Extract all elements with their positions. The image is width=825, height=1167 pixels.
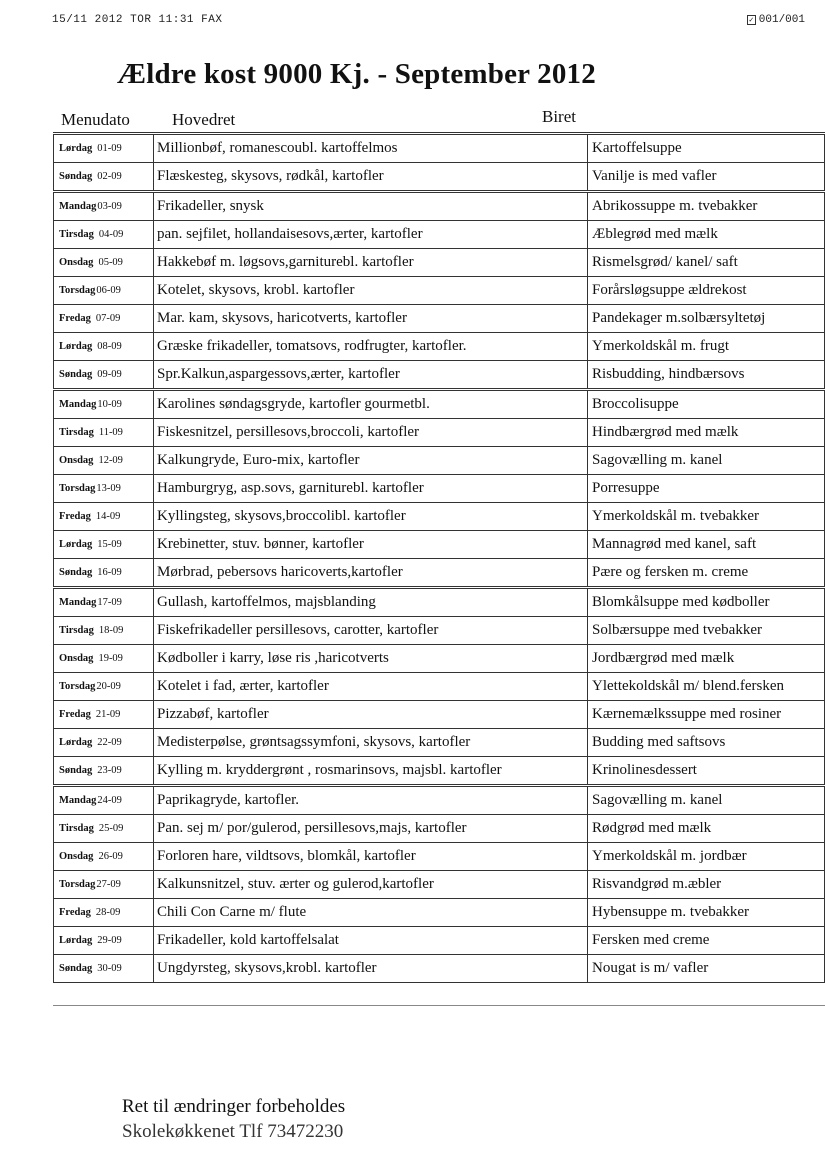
menu-date-cell — [54, 815, 154, 843]
menu-side-dish: Rismelsgrød/ kanel/ saft — [588, 249, 825, 277]
menu-main-course: Karolines søndagsgryde, kartofler gourmetbl. — [154, 390, 588, 419]
menu-date-cell — [54, 757, 154, 786]
menu-main-course: Forloren hare, vildtsovs, blomkål, kartofler — [154, 843, 588, 871]
menu-row — [54, 447, 825, 475]
menu-main-course: Kalkunsnitzel, stuv. ærter og gulerod,kartofler — [154, 871, 588, 899]
menu-side-dish: Sagovælling m. kanel — [588, 447, 825, 475]
menu-date-cell — [54, 673, 154, 701]
menu-side-dish: Sagovælling m. kanel — [588, 786, 825, 815]
menu-date-cell — [54, 899, 154, 927]
menu-side-dish: Mannagrød med kanel, saft — [588, 531, 825, 559]
menu-side-dish: Porresuppe — [588, 475, 825, 503]
footer-cut-text: Skolekøkkenet Tlf 73472230 — [122, 1121, 344, 1142]
menu-side-dish: Krinolinesdessert — [588, 757, 825, 786]
menu-date-cell — [54, 645, 154, 673]
menu-day: Mandag — [59, 399, 97, 410]
menu-date: 13-09 — [96, 483, 121, 494]
menu-day: Onsdag — [59, 257, 94, 268]
fax-timestamp: 15/11 2012 TOR 11:31 FAX — [52, 14, 223, 26]
menu-side-dish: Nougat is m/ vafler — [588, 955, 825, 983]
menu-day: Onsdag — [59, 653, 94, 664]
menu-day: Mandag — [59, 795, 97, 806]
menu-row — [54, 390, 825, 419]
menu-day: Søndag — [59, 567, 93, 578]
menu-main-course: Fiskefrikadeller persillesovs, carotter, kartofler — [154, 617, 588, 645]
menu-main-course: Paprikagryde, kartofler. — [154, 786, 588, 815]
menu-row — [54, 419, 825, 447]
menu-date: 27-09 — [96, 879, 121, 890]
menu-row — [54, 333, 825, 361]
menu-date-cell — [54, 305, 154, 333]
menu-row — [54, 221, 825, 249]
menu-date: 26-09 — [98, 851, 123, 862]
menu-date: 25-09 — [98, 823, 124, 834]
menu-side-dish: Hybensuppe m. tvebakker — [588, 899, 825, 927]
menu-main-course: Mørbrad, pebersovs haricoverts,kartofler — [154, 559, 588, 588]
menu-main-course: pan. sejfilet, hollandaisesovs,ærter, kartofler — [154, 221, 588, 249]
menu-date-cell — [54, 531, 154, 559]
menu-day: Torsdag — [59, 483, 96, 494]
menu-row — [54, 729, 825, 757]
menu-side-dish: Pandekager m.solbærsyltetøj — [588, 305, 825, 333]
menu-main-course: Chili Con Carne m/ flute — [154, 899, 588, 927]
menu-main-course: Krebinetter, stuv. bønner, kartofler — [154, 531, 588, 559]
page-title: Ældre kost 9000 Kj. - September 2012 — [117, 58, 596, 90]
menu-date: 07-09 — [95, 313, 121, 324]
menu-date: 12-09 — [98, 455, 123, 466]
fax-header — [52, 14, 825, 30]
menu-row — [54, 955, 825, 983]
menu-row — [54, 617, 825, 645]
menu-row — [54, 305, 825, 333]
menu-date: 15-09 — [97, 539, 122, 550]
fax-page-counter — [747, 14, 805, 26]
menu-side-dish: Rødgrød med mælk — [588, 815, 825, 843]
menu-date-cell — [54, 249, 154, 277]
menu-date-cell — [54, 701, 154, 729]
menu-row — [54, 673, 825, 701]
menu-day: Tirsdag — [59, 229, 94, 240]
menu-day: Tirsdag — [59, 427, 94, 438]
menu-day: Søndag — [59, 369, 93, 380]
menu-day: Onsdag — [59, 851, 94, 862]
menu-day: Lørdag — [59, 935, 93, 946]
menu-main-course: Pan. sej m/ por/gulerod, persillesovs,majs, kartofler — [154, 815, 588, 843]
column-header-main-course: Hovedret — [172, 110, 236, 129]
menu-row — [54, 559, 825, 588]
menu-date-cell — [54, 617, 154, 645]
menu-side-dish: Pære og fersken m. creme — [588, 559, 825, 588]
menu-date: 16-09 — [97, 567, 122, 578]
menu-side-dish: Ymerkoldskål m. jordbær — [588, 843, 825, 871]
menu-side-dish: Abrikossuppe m. tvebakker — [588, 192, 825, 221]
menu-date-cell — [54, 559, 154, 588]
menu-main-course: Kyllingsteg, skysovs,broccolibl. kartofler — [154, 503, 588, 531]
menu-side-dish: Æblegrød med mælk — [588, 221, 825, 249]
menu-date: 08-09 — [97, 341, 122, 352]
menu-date-cell — [54, 277, 154, 305]
menu-main-course: Kotelet, skysovs, krobl. kartofler — [154, 277, 588, 305]
menu-date-cell — [54, 955, 154, 983]
table-bottom-line — [53, 1005, 825, 1006]
menu-day: Fredag — [59, 511, 91, 522]
menu-main-course: Hakkebøf m. løgsovs,garniturebl. kartofler — [154, 249, 588, 277]
menu-date: 14-09 — [95, 511, 121, 522]
menu-day: Tirsdag — [59, 823, 94, 834]
menu-main-course: Pizzabøf, kartofler — [154, 701, 588, 729]
menu-row — [54, 475, 825, 503]
menu-date: 17-09 — [97, 597, 122, 608]
menu-date: 06-09 — [96, 285, 121, 296]
menu-date-cell — [54, 221, 154, 249]
menu-main-course: Kalkungryde, Euro-mix, kartofler — [154, 447, 588, 475]
menu-side-dish: Vanilje is med vafler — [588, 163, 825, 192]
menu-date-cell — [54, 871, 154, 899]
menu-side-dish: Ymerkoldskål m. frugt — [588, 333, 825, 361]
menu-row — [54, 757, 825, 786]
menu-date: 21-09 — [95, 709, 121, 720]
menu-row — [54, 249, 825, 277]
menu-date: 29-09 — [97, 935, 122, 946]
menu-date-cell — [54, 475, 154, 503]
menu-row — [54, 134, 825, 163]
menu-date-cell — [54, 333, 154, 361]
menu-date-cell — [54, 361, 154, 390]
menu-side-dish: Kærnemælkssuppe med rosiner — [588, 701, 825, 729]
menu-date: 30-09 — [97, 963, 122, 974]
menu-main-course: Ungdyrsteg, skysovs,krobl. kartofler — [154, 955, 588, 983]
menu-day: Torsdag — [59, 681, 96, 692]
menu-row — [54, 503, 825, 531]
column-header-date: Menudato — [61, 110, 130, 129]
menu-day: Fredag — [59, 907, 91, 918]
menu-day: Torsdag — [59, 879, 96, 890]
menu-day: Onsdag — [59, 455, 94, 466]
footer-note: Ret til ændringer forbeholdes — [122, 1096, 346, 1117]
menu-date: 03-09 — [97, 201, 122, 212]
menu-side-dish: Budding med saftsovs — [588, 729, 825, 757]
menu-side-dish: Broccolisuppe — [588, 390, 825, 419]
menu-row — [54, 588, 825, 617]
menu-date-cell — [54, 927, 154, 955]
menu-main-course: Hamburgryg, asp.sovs, garniturebl. kartofler — [154, 475, 588, 503]
menu-main-course: Gullash, kartoffelmos, majsblanding — [154, 588, 588, 617]
menu-row — [54, 531, 825, 559]
menu-day: Søndag — [59, 171, 93, 182]
menu-main-course: Kylling m. kryddergrønt , rosmarinsovs, majsbl. kartofler — [154, 757, 588, 786]
menu-date-cell — [54, 390, 154, 419]
menu-date: 28-09 — [95, 907, 121, 918]
menu-day: Lørdag — [59, 539, 93, 550]
menu-day: Lørdag — [59, 737, 93, 748]
menu-date: 18-09 — [98, 625, 124, 636]
menu-date-cell — [54, 163, 154, 192]
menu-row — [54, 701, 825, 729]
menu-date-cell — [54, 729, 154, 757]
menu-main-course: Frikadeller, kold kartoffelsalat — [154, 927, 588, 955]
menu-table-body — [54, 134, 825, 983]
menu-row — [54, 871, 825, 899]
menu-date-cell — [54, 786, 154, 815]
menu-row — [54, 645, 825, 673]
menu-date-cell — [54, 503, 154, 531]
menu-side-dish: Kartoffelsuppe — [588, 134, 825, 163]
column-header-side-dish: Biret — [542, 107, 576, 126]
menu-day: Tirsdag — [59, 625, 94, 636]
menu-day: Mandag — [59, 597, 97, 608]
menu-date: 02-09 — [97, 171, 122, 182]
menu-side-dish: Blomkålsuppe med kødboller — [588, 588, 825, 617]
menu-main-course: Mar. kam, skysovs, haricotverts, kartofler — [154, 305, 588, 333]
menu-side-dish: Risbudding, hindbærsovs — [588, 361, 825, 390]
menu-date: 05-09 — [98, 257, 123, 268]
menu-side-dish: Risvandgrød m.æbler — [588, 871, 825, 899]
footer-cut-line — [122, 1121, 382, 1142]
menu-date: 20-09 — [96, 681, 121, 692]
fax-page-number: 001/001 — [758, 14, 805, 26]
menu-day: Lørdag — [59, 143, 93, 154]
menu-day: Torsdag — [59, 285, 96, 296]
menu-date-cell — [54, 192, 154, 221]
fax-page-icon: ✓ — [747, 15, 756, 25]
menu-row — [54, 163, 825, 192]
menu-day: Lørdag — [59, 341, 93, 352]
menu-main-course: Græske frikadeller, tomatsovs, rodfrugter, kartofler. — [154, 333, 588, 361]
menu-table — [53, 132, 825, 983]
menu-side-dish: Solbærsuppe med tvebakker — [588, 617, 825, 645]
menu-main-course: Kødboller i karry, løse ris ,haricotverts — [154, 645, 588, 673]
menu-row — [54, 361, 825, 390]
menu-side-dish: Fersken med creme — [588, 927, 825, 955]
menu-row — [54, 899, 825, 927]
menu-date: 22-09 — [97, 737, 122, 748]
menu-date: 19-09 — [98, 653, 123, 664]
menu-date: 09-09 — [97, 369, 122, 380]
menu-row — [54, 192, 825, 221]
menu-date: 10-09 — [97, 399, 122, 410]
menu-day: Fredag — [59, 313, 91, 324]
menu-day: Søndag — [59, 765, 93, 776]
menu-main-course: Fiskesnitzel, persillesovs,broccoli, kartofler — [154, 419, 588, 447]
menu-main-course: Millionbøf, romanescoubl. kartoffelmos — [154, 134, 588, 163]
menu-date-cell — [54, 447, 154, 475]
menu-row — [54, 277, 825, 305]
menu-date: 01-09 — [97, 143, 122, 154]
menu-main-course: Flæskesteg, skysovs, rødkål, kartofler — [154, 163, 588, 192]
menu-date-cell — [54, 419, 154, 447]
menu-side-dish: Hindbærgrød med mælk — [588, 419, 825, 447]
menu-date: 11-09 — [98, 427, 123, 438]
menu-main-course: Spr.Kalkun,aspargessovs,ærter, kartofler — [154, 361, 588, 390]
menu-date-cell — [54, 134, 154, 163]
menu-side-dish: Forårsløgsuppe ældrekost — [588, 277, 825, 305]
menu-date: 04-09 — [98, 229, 124, 240]
menu-side-dish: Ymerkoldskål m. tvebakker — [588, 503, 825, 531]
menu-side-dish: Jordbærgrød med mælk — [588, 645, 825, 673]
menu-row — [54, 815, 825, 843]
menu-date-cell — [54, 843, 154, 871]
menu-day: Søndag — [59, 963, 93, 974]
menu-day: Mandag — [59, 201, 97, 212]
menu-date: 23-09 — [97, 765, 122, 776]
menu-date-cell — [54, 588, 154, 617]
menu-side-dish: Ylettekoldskål m/ blend.fersken — [588, 673, 825, 701]
menu-main-course: Frikadeller, snysk — [154, 192, 588, 221]
menu-row — [54, 786, 825, 815]
menu-main-course: Medisterpølse, grøntsagssymfoni, skysovs, kartofler — [154, 729, 588, 757]
menu-main-course: Kotelet i fad, ærter, kartofler — [154, 673, 588, 701]
menu-row — [54, 843, 825, 871]
menu-row — [54, 927, 825, 955]
menu-date: 24-09 — [97, 795, 122, 806]
menu-day: Fredag — [59, 709, 91, 720]
